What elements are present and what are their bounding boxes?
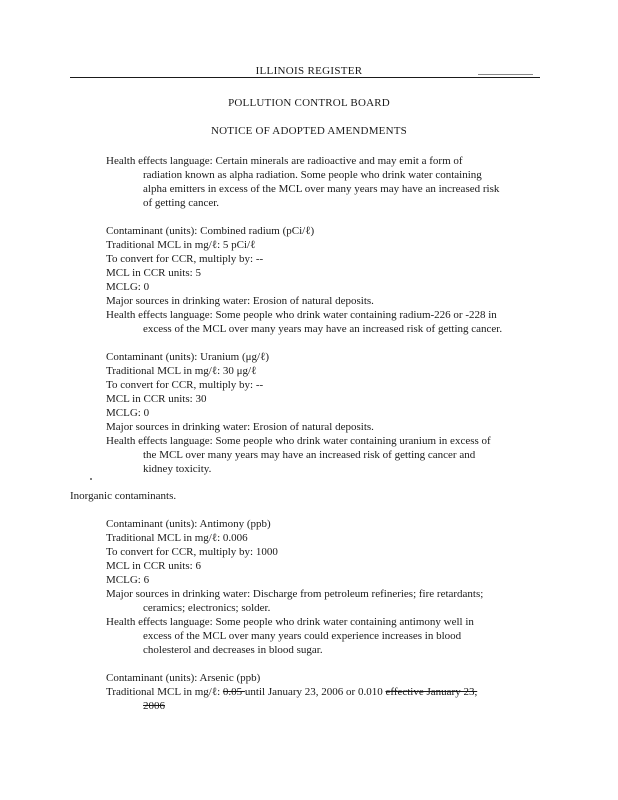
radium-convert: To convert for CCR, multiply by: -- [106,253,264,265]
uranium-mcl-ccr: MCL in CCR units: 30 [106,393,207,405]
uranium-convert: To convert for CCR, multiply by: -- [106,379,264,391]
uranium-contaminant: Contaminant (units): Uranium (μg/ℓ) [106,351,270,363]
antimony-mclg: MCLG: 6 [106,574,150,586]
alpha-health-line-2: radiation known as alpha radiation. Some people who drink water containing [143,169,482,181]
antimony-health-line-2: excess of the MCL over many years could experience increases in blood [143,630,462,642]
register-title: ILLINOIS REGISTER [255,65,363,77]
radium-health-line-2: excess of the MCL over many years may have an increased risk of getting cancer. [143,323,503,335]
alpha-health-line-1: Health effects language: Certain minerals are radioactive and may emit a form of [106,155,463,167]
radium-mclg: MCLG: 0 [106,281,150,293]
antimony-contaminant: Contaminant (units): Antimony (ppb) [106,518,271,530]
arsenic-traditional-mcl-line-2 [143,699,165,713]
radium-traditional-mcl: Traditional MCL in mg/ℓ: 5 pCi/ℓ [106,239,256,251]
radium-mcl-ccr: MCL in CCR units: 5 [106,267,201,279]
uranium-health-line-2: the MCL over many years may have an increased risk of getting cancer and [143,449,476,461]
arsenic-traditional-mcl [106,685,477,699]
inorganic-heading: Inorganic contaminants. [70,490,177,502]
antimony-sources-line-2: ceramics; electronics; solder. [143,602,271,614]
uranium-sources: Major sources in drinking water: Erosion of natural deposits. [106,421,374,433]
radium-health-line-1: Health effects language: Some people who drink water containing radium-226 or -228 in [106,309,497,321]
arsenic-struck-year: 2006 [143,700,165,712]
antimony-sources-line-1: Major sources in drinking water: Discharge from petroleum refineries; fire retardants; [106,588,484,600]
antimony-health-line-1: Health effects language: Some people who drink water containing antimony well in [106,616,474,628]
stray-mark [90,478,92,480]
alpha-health-line-4: of getting cancer. [143,197,220,209]
board-name: POLLUTION CONTROL BOARD [228,97,390,109]
antimony-convert: To convert for CCR, multiply by: 1000 [106,546,278,558]
header-rule-mark [478,74,533,75]
arsenic-trad-middle: until January 23, 2006 or 0.010 [244,686,386,698]
antimony-traditional-mcl: Traditional MCL in mg/ℓ: 0.006 [106,532,248,544]
uranium-health-line-1: Health effects language: Some people who drink water containing uranium in excess of [106,435,491,447]
arsenic-struck-effective: effective January 23, [385,686,478,698]
arsenic-struck-old-value: 0.05 [222,686,245,698]
alpha-health-line-3: alpha emitters in excess of the MCL over many years may have an increased risk [143,183,500,195]
arsenic-contaminant: Contaminant (units): Arsenic (ppb) [106,672,261,684]
header-rule [70,77,540,78]
antimony-health-line-3: cholesterol and decreases in blood sugar. [143,644,323,656]
antimony-mcl-ccr: MCL in CCR units: 6 [106,560,201,572]
radium-contaminant: Contaminant (units): Combined radium (pCi/ℓ) [106,225,315,237]
uranium-traditional-mcl: Traditional MCL in mg/ℓ: 30 μg/ℓ [106,365,257,377]
radium-sources: Major sources in drinking water: Erosion of natural deposits. [106,295,374,307]
uranium-health-line-3: kidney toxicity. [143,463,212,475]
arsenic-trad-prefix: Traditional MCL in mg/ℓ: [106,686,223,698]
uranium-mclg: MCLG: 0 [106,407,150,419]
notice-title: NOTICE OF ADOPTED AMENDMENTS [211,125,407,137]
